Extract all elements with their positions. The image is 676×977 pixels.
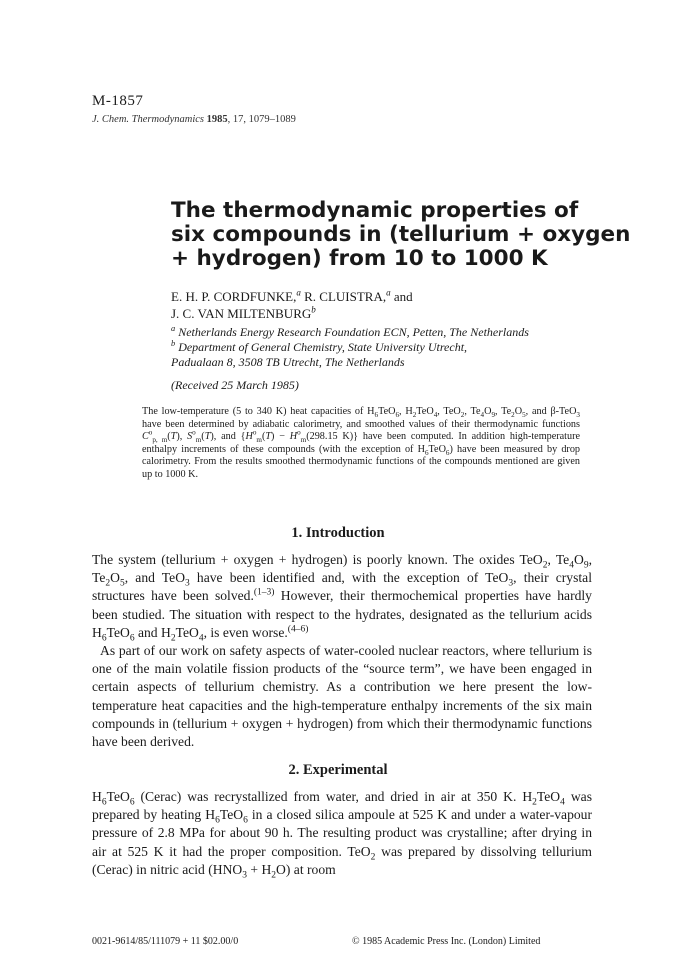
journal-year: 1985 — [206, 114, 228, 125]
introduction-body — [92, 551, 592, 751]
journal-volume-pages: 17, 1079–1089 — [232, 114, 296, 125]
section-heading-experimental: 2. Experimental — [288, 762, 388, 778]
experimental-body — [92, 788, 592, 879]
received-date: (Received 25 March 1985) — [171, 378, 299, 392]
author-line-2 — [171, 305, 413, 322]
footer-copyright: © 1985 Academic Press Inc. (London) Limited — [352, 936, 541, 947]
experimental-paragraph-1: $H_6TeO_6$ (Cerac) was recrystallized from water, and dried in air at 350 K. $H_2TeO_4$ was prepared by heating $H_6TeO_6$ in a closed silica ampoule at 525 K and under a water-vapour pressure of 2.8 MPa for about 90 h. The resulting product was crystalline; after drying in air at 525 K it had the proper composition. TeO$_2$ was prepared by dissolving tellurium (Cerac) in nitric acid $(HNO_3 + H_2O)$ at room — [92, 789, 592, 881]
affiliation-a: $^a$ Netherlands Energy Research Foundation ECN, Petten, The Netherlands — [171, 324, 529, 339]
affil-mark-a: a — [296, 287, 301, 298]
affiliations — [171, 325, 529, 370]
affil-mark-a-2: a — [386, 287, 391, 298]
affil-mark-b: b — [311, 304, 316, 315]
author-list — [171, 288, 413, 322]
title-line-1: The thermodynamic properties of — [171, 198, 579, 223]
paper-title — [171, 198, 631, 271]
section-heading-introduction: 1. Introduction — [291, 525, 385, 541]
author-van-miltenburg: J. C. VAN MILTENBURG — [171, 306, 312, 321]
author-line-1 — [171, 288, 413, 305]
introduction-paragraph-2: As part of our work on safety aspects of water-cooled nuclear reactors, where tellurium is one of the main volatile fission products of the “source term”, we have been engaged in certain aspects of tellurium chemistry. As a contribution we here present the low-temperature heat capacities and the high-temperature enthalpy increments of the six main compounds in (tellurium + oxygen + hydrogen) from which their thermodynamic functions have been derived. — [92, 643, 592, 750]
footer-issn: 0021-9614/85/111079 + 11 $02.00/0 — [92, 936, 239, 947]
manuscript-code: M-1857 — [92, 93, 144, 109]
introduction-paragraph-1: The system (tellurium + oxygen + hydrogen) is poorly known. The oxides TeO$_2$, $Te_4O_9$, $Te_2O_5$, and TeO$_3$ have been identified and, with the exception of TeO$_3$, their crystal structures have been solved.$^{(1-3)}$ However, their thermochemical properties have hardly been studied. The situation with respect to the hydrates, designated as the tellurium acids $H_6TeO_6$ and $H_2TeO_4$, is even worse.$^{(4-6)}$ — [92, 552, 592, 644]
affiliation-b: $^b$ Department of General Chemistry, State University Utrecht, — [171, 339, 468, 354]
author-cordfunke: E. H. P. CORDFUNKE, — [171, 289, 297, 304]
journal-name: J. Chem. Thermodynamics — [92, 114, 204, 125]
title-line-3: + hydrogen) from 10 to 1000 K — [171, 246, 548, 271]
author-and: and — [390, 289, 413, 304]
journal-citation: J. Chem. Thermodynamics 1985, 17, 1079–1089 — [92, 114, 296, 125]
affiliation-b-address: Padualaan 8, 3508 TB Utrecht, The Netherlands — [171, 355, 405, 369]
abstract: The low-temperature (5 to 340 K) heat capacities of $H_6TeO_6$, $H_2TeO_4$, TeO$_2$, $Te_4O_9$, $Te_2O_5$, and β-TeO$_3$ have been determined by adiabatic calorimetry, and smoothed values of their thermodynamic functions $C^o_{p, m}(T)$, $S^o_m(T)$, and {$H^o_m(T) - H^o_m(298.15$ K)} have been computed. In addition high-temperature enthalpy increments of these compounds (with the exception of $H_6TeO_6$) have been measured by drop calorimetry. From the results smoothed thermodynamic functions of the compounds mentioned are given up to 1000 K. — [142, 406, 581, 480]
author-cluistra: R. CLUISTRA, — [300, 289, 387, 304]
title-line-2: six compounds in (tellurium + oxygen — [171, 222, 631, 247]
